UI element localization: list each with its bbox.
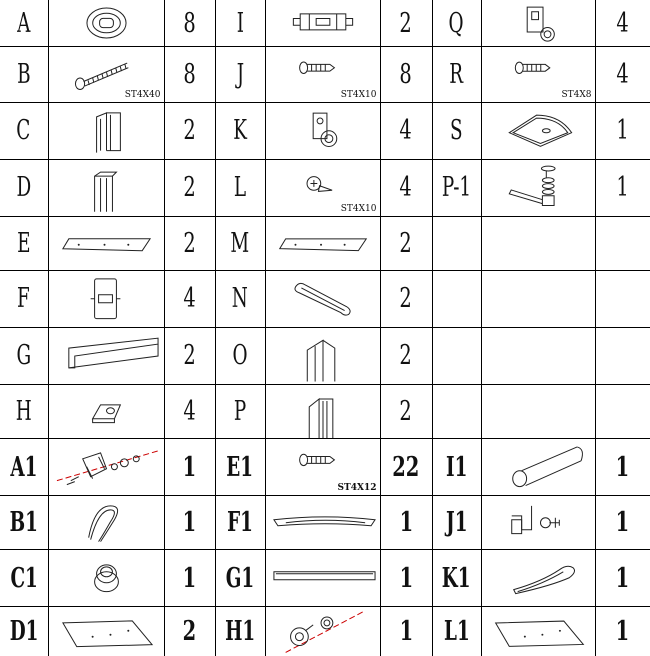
part-quantity-cell [164,216,215,271]
part-quantity: 2 [399,283,413,315]
part-code-cell [0,384,48,439]
part-code-cell [215,47,265,103]
part-illustration-cell [265,103,380,160]
hinge-block-icon [49,271,164,327]
door-profile-icon [266,385,380,439]
part-code-cell [432,159,481,216]
part-quantity-cell [380,550,432,607]
part-quantity: 4 [399,115,413,147]
part-code: F1 [227,507,253,539]
part-code: K [233,115,247,147]
part-code-cell [432,103,481,160]
part-quantity-cell [380,159,432,216]
flat-strip-icon [266,217,380,271]
part-quantity-cell [164,495,215,550]
part-quantity: 2 [399,340,413,372]
part-code: A [17,7,31,39]
part-illustration-cell [481,384,595,439]
part-illustration-cell [481,216,595,271]
part-code-cell [215,216,265,271]
part-quantity-cell [595,0,650,47]
part-illustration-cell [481,439,595,496]
part-code: O [232,340,248,372]
part-quantity-cell [164,0,215,47]
part-quantity-cell [164,159,215,216]
oval-grommet-icon [49,0,164,46]
part-quantity: 4 [183,283,196,315]
part-code: P [233,396,247,428]
part-code-cell [432,495,481,550]
round-knob-icon [49,550,164,606]
part-quantity-cell [164,384,215,439]
part-quantity-cell [595,159,650,216]
hook-valve-icon [482,496,595,550]
part-quantity-cell [380,606,432,656]
part-illustration-cell [481,47,595,103]
part-code: S [450,115,463,147]
part-quantity-cell [595,47,650,103]
part-quantity-cell [595,439,650,496]
part-code: G1 [225,562,255,594]
part-quantity: 4 [616,59,629,91]
part-code: Q [448,7,465,39]
part-code-cell [432,606,481,656]
part-quantity-cell [164,439,215,496]
part-quantity-cell [595,103,650,160]
part-quantity: 1 [182,451,197,483]
part-illustration-cell [48,0,164,47]
table-row [0,495,650,550]
part-quantity: 1 [182,507,197,539]
part-illustration-cell [481,103,595,160]
part-quantity-cell [595,495,650,550]
part-quantity-cell [595,606,650,656]
part-illustration-cell [48,159,164,216]
part-quantity: 2 [183,115,196,147]
part-quantity-cell [380,439,432,496]
part-quantity-cell [164,550,215,607]
part-code: B1 [9,507,38,539]
part-code: H [15,396,32,428]
part-quantity: 8 [183,59,196,91]
part-illustration-cell [265,47,380,103]
part-quantity: 8 [183,7,196,39]
part-quantity-cell [164,327,215,384]
part-code: J1 [445,507,468,539]
part-quantity: 1 [399,562,413,594]
part-quantity-cell [595,216,650,271]
part-code-cell [0,606,48,656]
part-code-cell [215,103,265,160]
bracket-knob-icon [482,0,595,46]
part-code-cell [215,384,265,439]
door-handle-icon [266,271,380,327]
part-code-cell [0,47,48,103]
part-code-cell [432,384,481,439]
part-illustration-cell [48,606,164,656]
part-code: A1 [10,451,38,483]
part-illustration-cell [481,159,595,216]
part-illustration-cell [265,271,380,328]
part-illustration-cell [265,384,380,439]
part-code: E1 [226,451,254,483]
part-illustration-cell [48,327,164,384]
part-code: I1 [445,451,468,483]
part-code-cell [0,327,48,384]
part-illustration-cell [48,47,164,103]
part-code-cell [215,550,265,607]
part-code-cell [0,495,48,550]
part-quantity-cell [595,327,650,384]
screw-spec-label: ST4X12 [337,482,377,493]
part-code-cell [0,103,48,160]
part-illustration-cell [265,550,380,607]
pipe-icon [482,439,595,495]
part-code-cell [215,327,265,384]
part-quantity: 2 [182,616,197,648]
part-code-cell [0,216,48,271]
part-code: G [16,340,32,372]
part-quantity-cell [380,384,432,439]
table-row [0,0,650,47]
part-illustration-cell [48,439,164,496]
angle-profile-icon [266,328,380,384]
part-illustration-cell [481,0,595,47]
part-code: L1 [443,616,470,648]
part-code-cell [0,271,48,328]
screw-spec-label: ST4X10 [340,203,377,214]
table-row [0,271,650,328]
flat-bar-icon [266,550,380,606]
table-row [0,159,650,216]
part-code-cell [215,0,265,47]
part-illustration-cell [265,439,380,496]
part-code-cell [432,327,481,384]
part-quantity: 4 [616,7,629,39]
glass-shelf-icon [49,607,164,656]
part-quantity: 1 [182,562,197,594]
part-code-cell [432,0,481,47]
hand-shower-icon [482,550,595,606]
table-row [0,384,650,439]
part-code: E [17,227,31,259]
part-quantity-cell [380,271,432,328]
part-illustration-cell [481,550,595,607]
part-quantity-cell [380,0,432,47]
screw-spec-label: ST4X8 [561,90,592,101]
part-code: M [230,227,250,259]
part-code: D [16,172,32,204]
part-code-cell [0,159,48,216]
part-illustration-cell [265,159,380,216]
part-code-cell [0,0,48,47]
wall-profile-icon [49,103,164,159]
table-row [0,550,650,607]
part-quantity-cell [380,216,432,271]
top-rail-icon [49,328,164,384]
part-code-cell [432,47,481,103]
part-code: C1 [10,562,38,594]
part-quantity-cell [380,327,432,384]
part-quantity-cell [595,384,650,439]
table-row [0,606,650,656]
part-code: J [236,59,244,91]
part-code: B [17,59,31,91]
part-quantity: 2 [183,227,196,259]
u-channel-icon [49,160,164,216]
part-quantity-cell [595,271,650,328]
part-illustration-cell [48,550,164,607]
part-quantity-cell [164,47,215,103]
part-illustration-cell [265,0,380,47]
wall-outlet-icon [266,607,380,656]
small-clip-icon [49,385,164,439]
part-code: F [17,283,31,315]
magnetic-clip-icon [266,0,380,46]
part-code: C [16,115,31,147]
part-illustration-cell [481,495,595,550]
part-code: I [236,7,244,39]
part-quantity: 2 [399,7,413,39]
mount-assembly-icon [49,439,164,495]
table-row [0,216,650,271]
part-illustration-cell [481,327,595,384]
part-quantity: 1 [615,507,630,539]
part-code-cell [432,550,481,607]
part-illustration-cell [48,384,164,439]
part-quantity: 22 [392,451,420,483]
roller-bracket-icon [266,103,380,159]
part-quantity-cell [164,271,215,328]
part-quantity: 8 [399,59,413,91]
part-code-cell [0,550,48,607]
part-illustration-cell [481,271,595,328]
shower-tray-icon [482,103,595,159]
drain-kit-icon [482,160,595,216]
part-illustration-cell [48,495,164,550]
part-quantity: 2 [183,340,196,372]
part-illustration-cell [48,216,164,271]
part-illustration-cell [265,495,380,550]
part-code: N [231,283,249,315]
screw-spec-label: ST4X40 [124,90,161,101]
part-quantity: 2 [183,172,196,204]
part-code-cell [432,439,481,496]
part-quantity: 4 [399,172,413,204]
table-row [0,439,650,496]
part-code: P-1 [441,172,472,204]
part-illustration-cell [48,103,164,160]
part-quantity-cell [380,103,432,160]
part-code: L [233,172,247,204]
part-code: R [449,59,464,91]
part-code-cell [432,271,481,328]
part-code-cell [0,439,48,496]
part-quantity: 2 [399,227,413,259]
table-row [0,327,650,384]
part-code-cell [215,495,265,550]
part-quantity-cell [595,550,650,607]
shower-hose-icon [49,496,164,550]
part-quantity-cell [164,103,215,160]
part-quantity: 1 [615,616,630,648]
part-code-cell [432,216,481,271]
table-row [0,47,650,103]
table-row [0,103,650,160]
part-code-cell [215,271,265,328]
part-illustration-cell [265,216,380,271]
part-quantity: 1 [399,616,413,648]
screw-spec-label: ST4X10 [340,90,377,101]
glass-shelf-icon [482,607,595,656]
part-quantity: 1 [399,507,413,539]
part-quantity-cell [164,606,215,656]
part-code-cell [215,159,265,216]
part-quantity: 2 [399,396,413,428]
part-code-cell [215,606,265,656]
part-code: K1 [442,562,471,594]
part-illustration-cell [265,327,380,384]
flat-strip-icon [49,217,164,271]
part-code: D1 [9,616,39,648]
part-illustration-cell [265,606,380,656]
part-quantity: 1 [615,451,630,483]
part-code: H1 [224,616,256,648]
part-illustration-cell [48,271,164,328]
part-quantity-cell [380,495,432,550]
part-quantity: 1 [615,562,630,594]
part-code-cell [215,439,265,496]
part-illustration-cell [481,606,595,656]
part-quantity-cell [380,47,432,103]
seal-strip-icon [266,496,380,550]
part-quantity: 1 [616,115,629,147]
part-quantity: 4 [183,396,196,428]
part-quantity: 1 [616,172,629,204]
